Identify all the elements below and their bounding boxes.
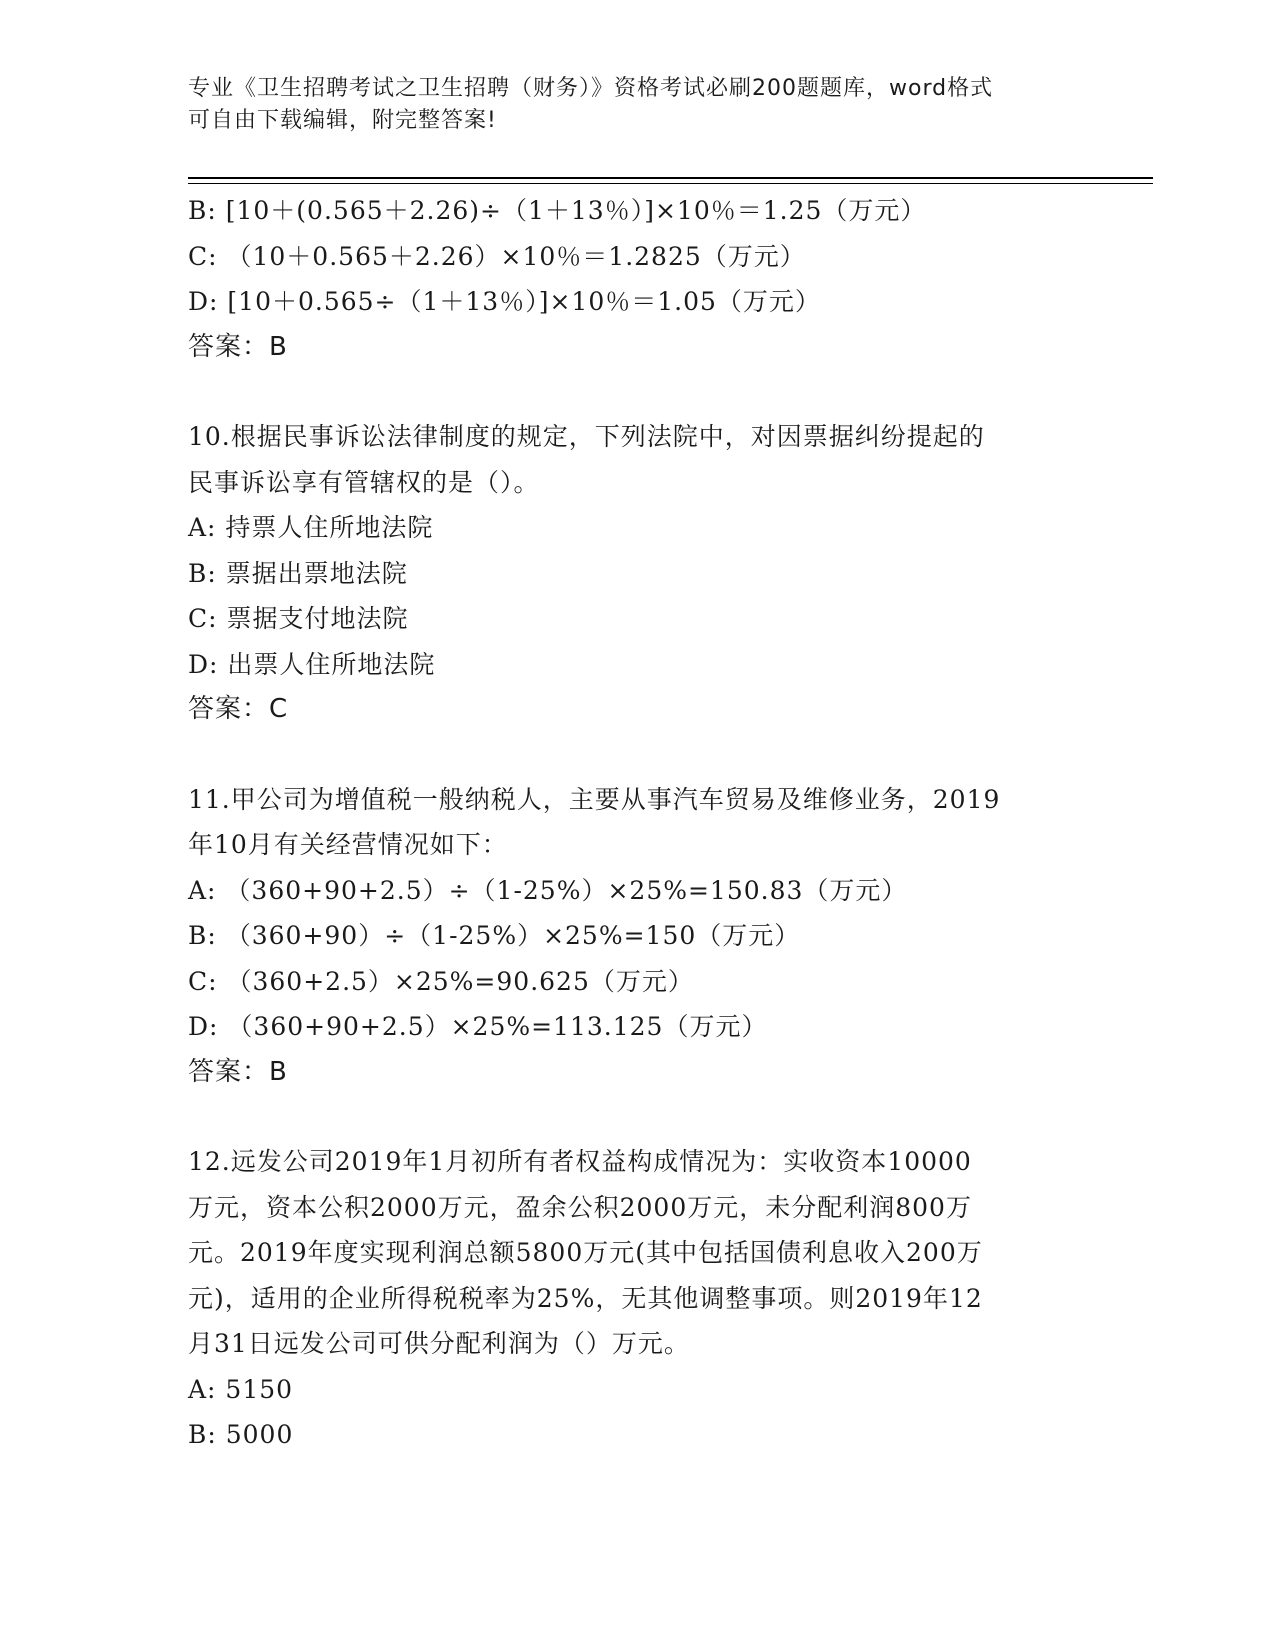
answer-label: 答案：B [188,331,288,362]
option-c: C: 票据支付地法院 [188,604,409,633]
option-c: C: （10＋0.565＋2.26）×10％＝1.2825（万元） [188,241,806,271]
answer-label: 答案：B [188,1056,288,1087]
option-c: C: （360+2.5）×25%=90.625（万元） [188,966,694,996]
option-d: D: 出票人住所地法院 [188,649,436,679]
question-text-line: 年10月有关经营情况如下： [188,830,508,859]
question-10 [188,414,1078,733]
spacer [188,1095,1078,1139]
question-9-continued [188,188,1078,370]
option-a: A: 持票人住所地法院 [188,513,434,542]
spacer [188,733,1078,777]
header-line-1: 专业《卫生招聘考试之卫生招聘（财务）》资格考试必刷200题题库，word格式 [188,76,994,101]
option-b: B: 5000 [188,1420,294,1449]
option-b: B: 票据出票地法院 [188,558,408,588]
document-body [188,188,1078,1458]
option-b: B: [10＋(0.565＋2.26)÷（1＋13％）]×10％＝1.25（万元） [188,196,927,225]
question-text-line: 月31日远发公司可供分配利润为（）万元。 [188,1329,690,1358]
option-d: D: （360+90+2.5）×25%=113.125（万元） [188,1012,768,1041]
question-text-line: 万元，资本公积2000万元，盈余公积2000万元，未分配利润800万 [188,1192,972,1222]
header-line-2: 可自由下载编辑，附完整答案! [188,108,497,133]
question-text-line: 元)，适用的企业所得税税率为25%，无其他调整事项。则2019年12 [188,1283,983,1313]
option-d: D: [10＋0.565÷（1＋13％）]×10％＝1.05（万元） [188,287,821,316]
option-a: A: 5150 [188,1374,294,1404]
question-text-line: 12.远发公司2019年1月初所有者权益构成情况为：实收资本10000 [188,1147,972,1176]
option-b: B: （360+90）÷（1-25%）×25%=150（万元） [188,921,801,950]
question-text-line: 11.甲公司为增值税一般纳税人，主要从事汽车贸易及维修业务，2019 [188,784,1001,814]
question-11 [188,777,1078,1096]
option-a: A: （360+90+2.5）÷（1-25%）×25%=150.83（万元） [188,875,908,905]
document-header [188,73,1068,137]
answer-label: 答案：C [188,694,289,724]
header-divider-thick [188,177,1153,179]
question-text-line: 元。2019年度实现利润总额5800万元(其中包括国债利息收入200万 [188,1238,983,1267]
header-divider-thin [188,183,1153,184]
question-12 [188,1139,1078,1458]
question-text-line: 10.根据民事诉讼法律制度的规定，下列法院中，对因票据纠纷提起的 [188,422,985,451]
question-text-line: 民事诉讼享有管辖权的是（）。 [188,467,540,497]
spacer [188,370,1078,414]
